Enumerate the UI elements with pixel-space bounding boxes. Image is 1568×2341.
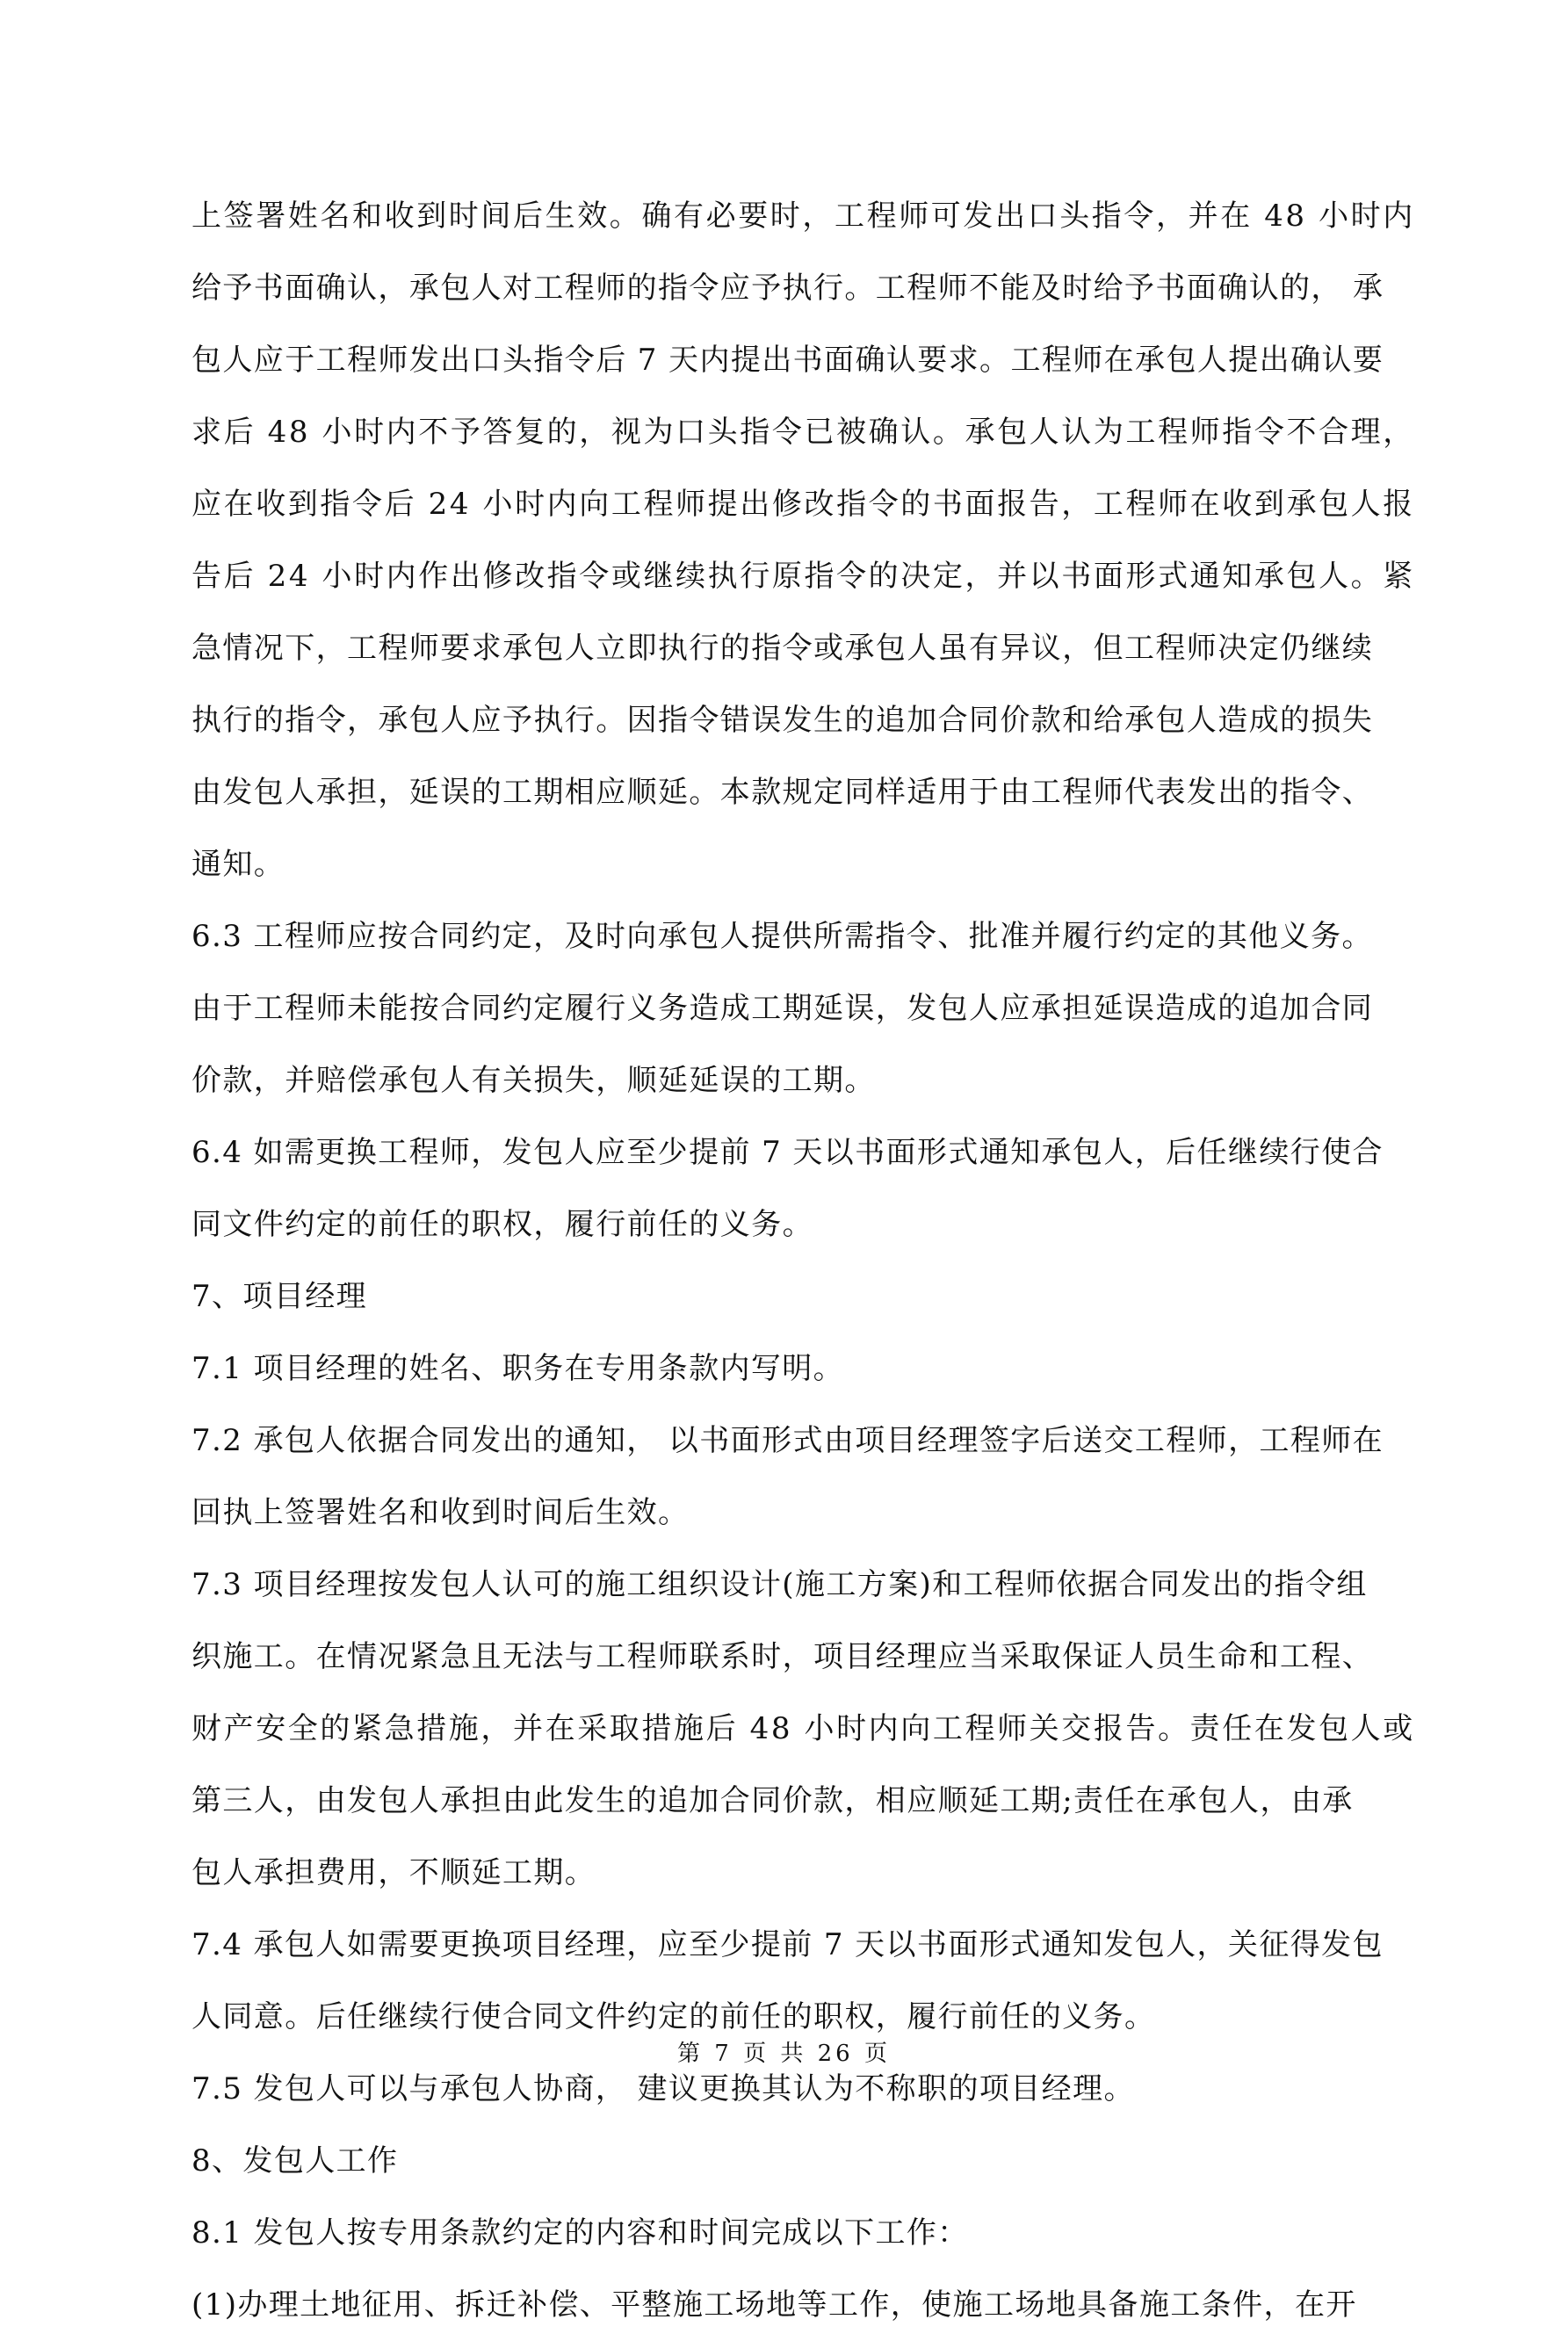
text-line-17: 7.1 项目经理的姓名、职务在专用条款内写明。 (191, 1351, 845, 1386)
text-line-2: 给予书面确认，承包人对工程师的指令应予执行。工程师不能及时给予书面确认的， 承 (191, 271, 1384, 306)
section-heading-7: 7、项目经理 (191, 1279, 368, 1314)
text-line-15: 同文件约定的前任的职权，履行前任的义务。 (191, 1207, 813, 1242)
text-line-20: 7.3 项目经理按发包人认可的施工组织设计(施工方案)和工程师依据合同发出的指令组 (191, 1567, 1368, 1602)
text-line-3: 包人应于工程师发出口头指令后 7 天内提出书面确认要求。工程师在承包人提出确认要 (191, 343, 1384, 378)
text-line-25: 7.4 承包人如需要更换项目经理，应至少提前 7 天以书面形式通知发包人，关征得发包 (191, 1927, 1384, 1962)
text-line-5: 应在收到指令后 24 小时内向工程师提出修改指令的书面报告，工程师在收到承包人报 (191, 487, 1415, 522)
text-line-24: 包人承担费用，不顺延工期。 (191, 1855, 596, 1890)
text-line-27: 7.5 发包人可以与承包人协商， 建议更换其认为不称职的项目经理。 (191, 2071, 1135, 2106)
text-line-8: 执行的指令，承包人应予执行。因指令错误发生的追加合同价款和给承包人造成的损失 (191, 703, 1374, 738)
text-line-19: 回执上签署姓名和收到时间后生效。 (191, 1495, 690, 1530)
text-line-18: 7.2 承包人依据合同发出的通知， 以书面形式由项目经理签字后送交工程师，工程师在 (191, 1423, 1384, 1458)
section-heading-8: 8、发包人工作 (191, 2143, 399, 2178)
text-line-29: 8.1 发包人按专用条款约定的内容和时间完成以下工作： (191, 2215, 969, 2251)
text-line-23: 第三人，由发包人承担由此发生的追加合同价款，相应顺延工期;责任在承包人，由承 (191, 1783, 1354, 1818)
text-line-4: 求后 48 小时内不予答复的，视为口头指令已被确认。承包人认为工程师指令不合理， (191, 415, 1415, 450)
text-line-9: 由发包人承担，延误的工期相应顺延。本款规定同样适用于由工程师代表发出的指令、 (191, 775, 1374, 810)
text-line-21: 织施工。在情况紧急且无法与工程师联系时，项目经理应当采取保证人员生命和工程、 (191, 1639, 1374, 1674)
text-line-12: 由于工程师未能按合同约定履行义务造成工期延误，发包人应承担延误造成的追加合同 (191, 991, 1374, 1026)
text-line-11: 6.3 工程师应按合同约定，及时向承包人提供所需指令、批准并履行约定的其他义务。 (191, 919, 1373, 954)
text-line-6: 告后 24 小时内作出修改指令或继续执行原指令的决定，并以书面形式通知承包人。紧 (191, 559, 1415, 594)
text-line-26: 人同意。后任继续行使合同文件约定的前任的职权，履行前任的义务。 (191, 1999, 1156, 2034)
text-line-1: 上签署姓名和收到时间后生效。确有必要时，工程师可发出口头指令，并在 48 小时内 (191, 199, 1415, 234)
body-text (191, 180, 1415, 2341)
text-line-30: (1)办理土地征用、拆迁补偿、平整施工场地等工作，使施工场地具备施工条件，在开 (191, 2287, 1357, 2323)
text-line-22: 财产安全的紧急措施，并在采取措施后 48 小时内向工程师关交报告。责任在发包人或 (191, 1711, 1415, 1746)
text-line-14: 6.4 如需更换工程师，发包人应至少提前 7 天以书面形式通知承包人，后任继续行使合 (191, 1135, 1384, 1170)
text-line-7: 急情况下，工程师要求承包人立即执行的指令或承包人虽有异议，但工程师决定仍继续 (191, 631, 1374, 666)
page-number-footer: 第 7 页 共 26 页 (677, 2041, 891, 2067)
text-line-10: 通知。 (191, 847, 285, 882)
text-line-13: 价款，并赔偿承包人有关损失，顺延延误的工期。 (191, 1063, 876, 1098)
